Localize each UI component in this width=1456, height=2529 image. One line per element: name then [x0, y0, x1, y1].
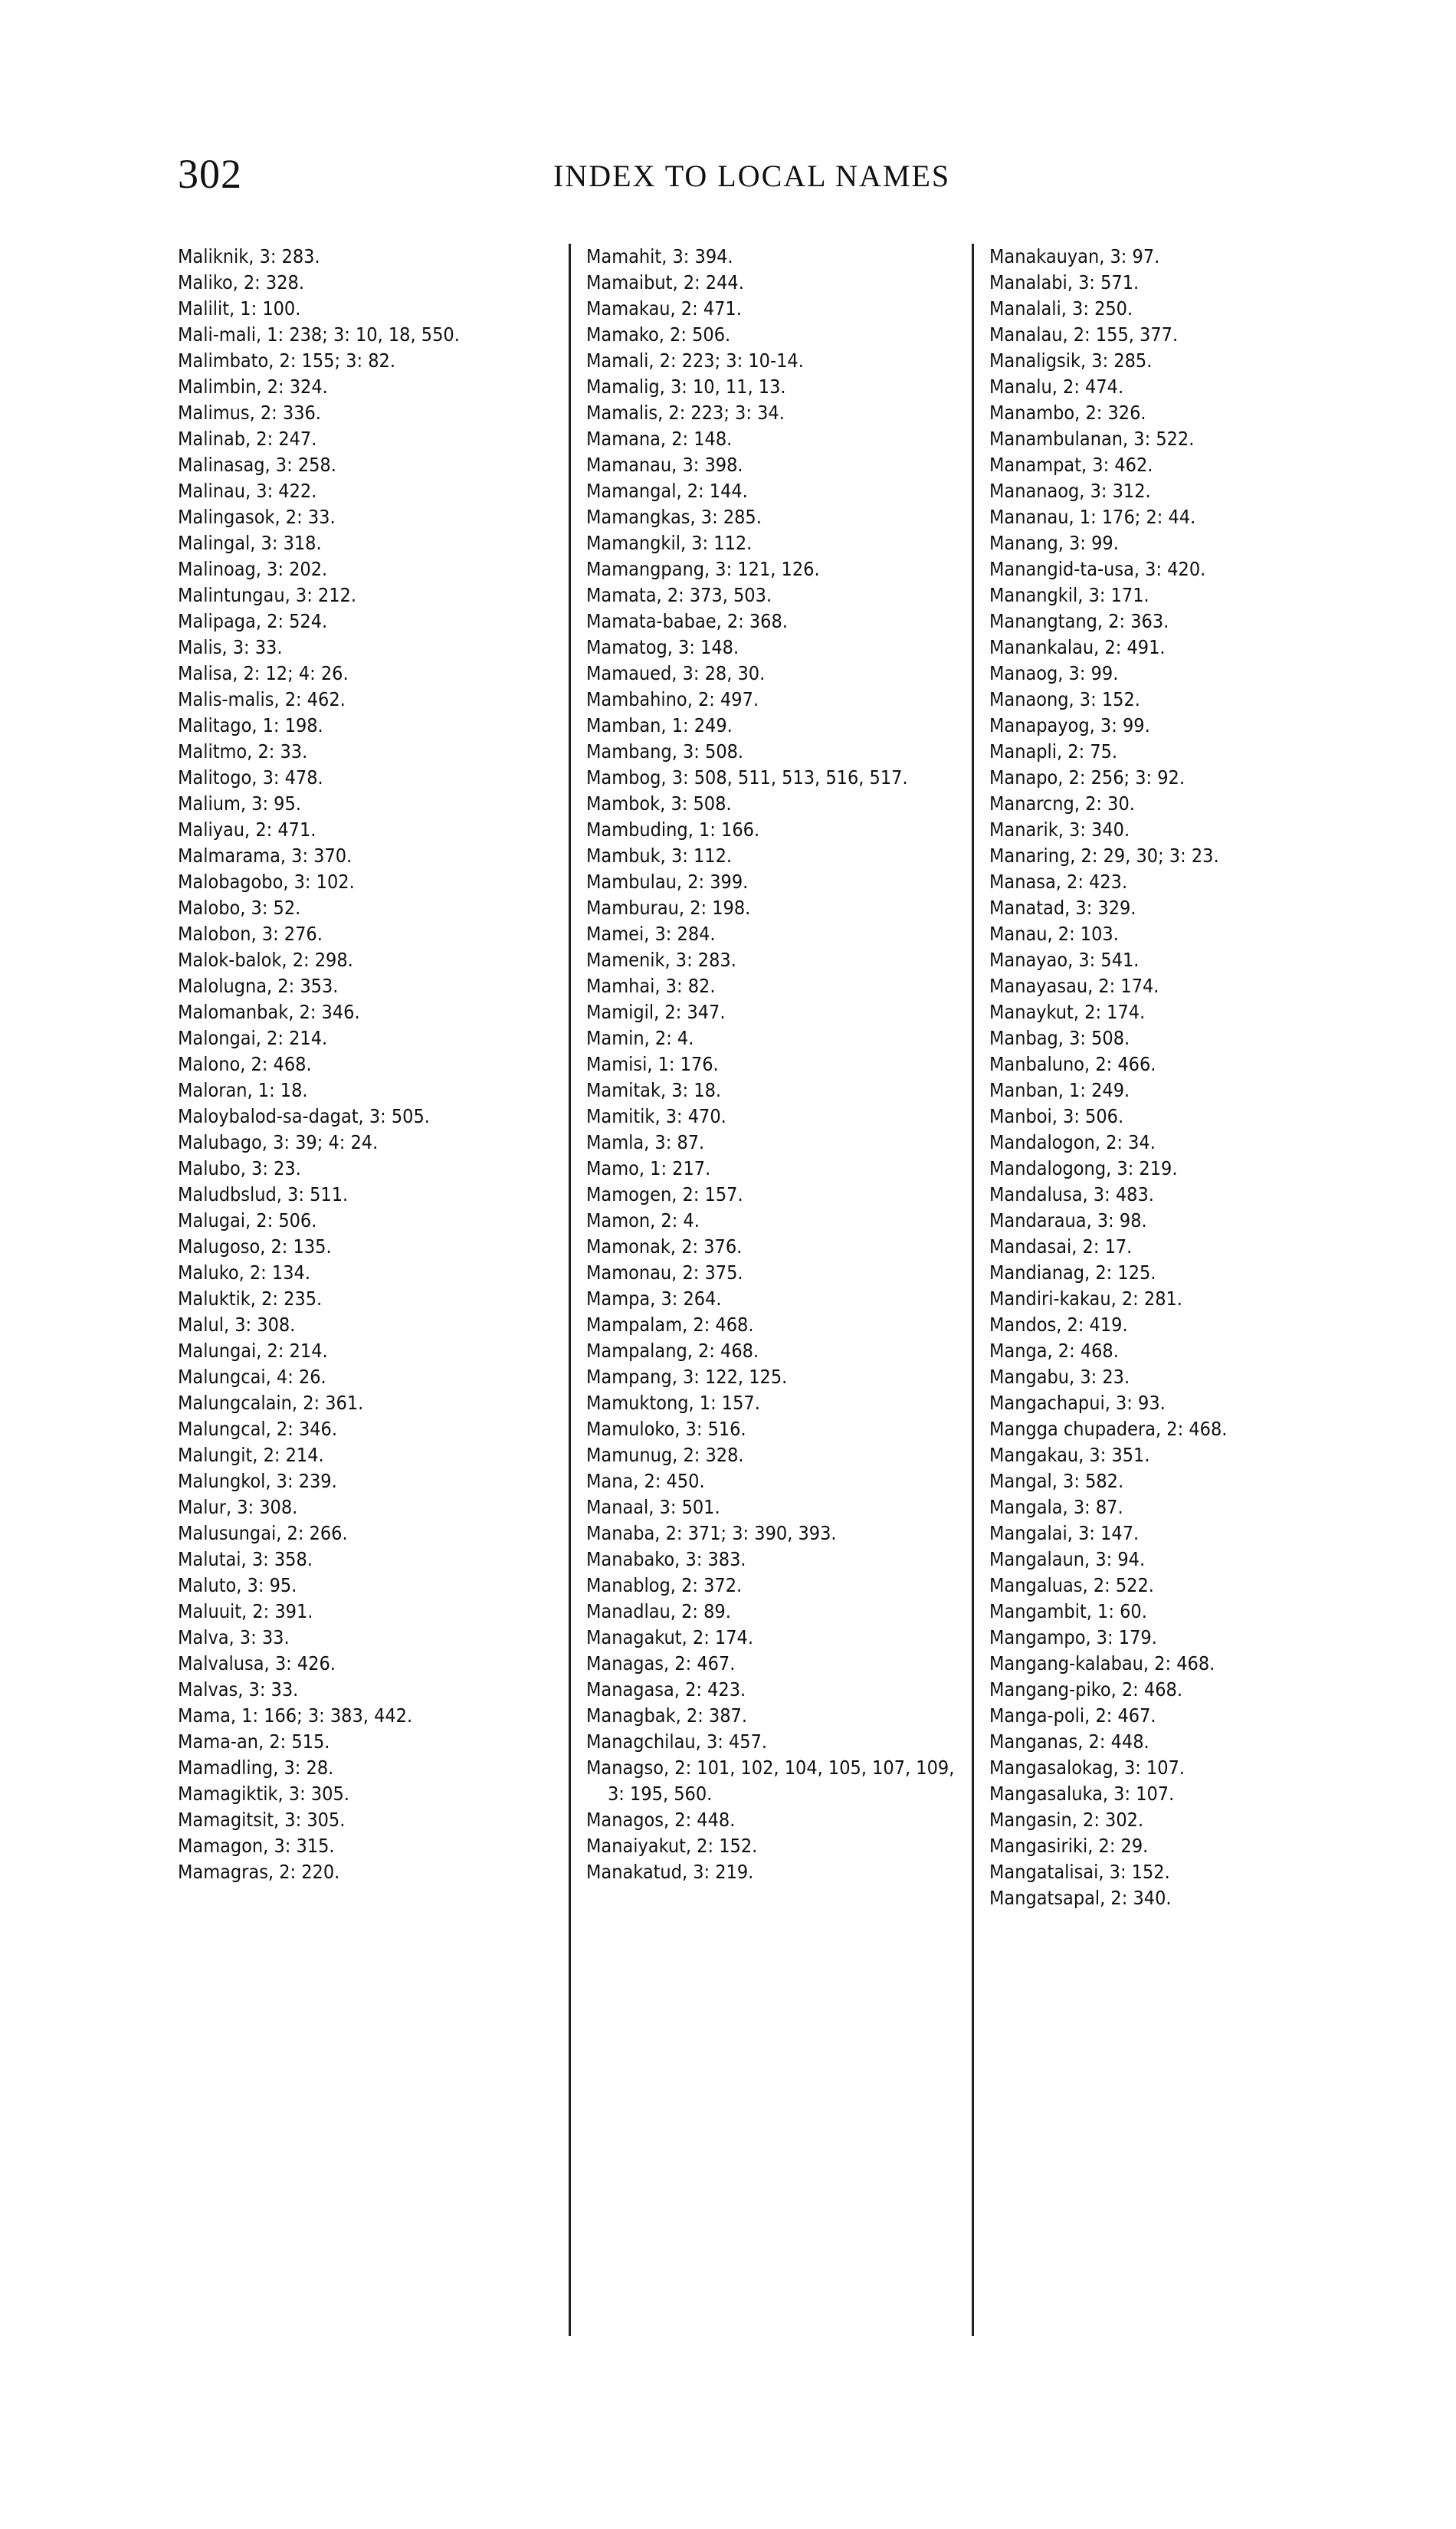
index-entry: Mangang-piko, 2: 468. [989, 1678, 1182, 1701]
index-entry: Malinoag, 3: 202. [178, 558, 328, 580]
index-entry: Malutai, 3: 358. [178, 1548, 313, 1570]
index-entry: Manbag, 3: 508. [989, 1027, 1130, 1049]
index-entry: Manaring, 2: 29, 30; 3: 23. [989, 845, 1219, 867]
index-entry: Malusungai, 2: 266. [178, 1522, 348, 1544]
index-entry: Mampang, 3: 122, 125. [586, 1366, 788, 1388]
index-entry: Mamata-babae, 2: 368. [586, 610, 788, 632]
index-entry: Mamadling, 3: 28. [178, 1757, 334, 1779]
index-entry: Mamagitsit, 3: 305. [178, 1809, 346, 1831]
index-entry: Mamuloko, 3: 516. [586, 1418, 746, 1440]
index-entry: Malva, 3: 33. [178, 1626, 290, 1648]
index-entry: Managso, 2: 101, 102, 104, 105, 107, 109, 3: 195, 560. [586, 1757, 955, 1805]
index-entry: Mamogen, 2: 157. [586, 1183, 743, 1205]
index-entry: Malmarama, 3: 370. [178, 845, 353, 867]
index-entry: Malungcalain, 2: 361. [178, 1392, 364, 1414]
index-entry: Manalau, 2: 155, 377. [989, 323, 1179, 346]
index-entry: Malimbato, 2: 155; 3: 82. [178, 349, 395, 372]
index-entry: Malis, 3: 33. [178, 636, 283, 658]
index-entry: Maliyau, 2: 471. [178, 818, 316, 841]
index-entry: Mamaued, 3: 28, 30. [586, 662, 766, 684]
index-entry: Manaba, 2: 371; 3: 390, 393. [586, 1522, 837, 1544]
index-entry: Mamakau, 2: 471. [586, 297, 742, 320]
index-entry: Malobon, 3: 276. [178, 923, 323, 945]
index-entry: Manakatud, 3: 219. [586, 1861, 754, 1883]
index-entry: Managakut, 2: 174. [586, 1626, 753, 1648]
index-entry: Mangabu, 3: 23. [989, 1366, 1130, 1388]
index-entry: Mamana, 2: 148. [586, 428, 733, 450]
index-entry: Mali-mali, 1: 238; 3: 10, 18, 550. [178, 323, 460, 346]
index-entry: Mambuding, 1: 166. [586, 818, 760, 841]
index-entry: Mangasin, 2: 302. [989, 1809, 1144, 1831]
index-entry: Manga, 2: 468. [989, 1340, 1119, 1362]
index-entry: Mangasalokag, 3: 107. [989, 1757, 1185, 1779]
index-entry: Mangatalisai, 3: 152. [989, 1861, 1170, 1883]
index-entry: Malolugna, 2: 353. [178, 975, 339, 997]
index-entry: Mangambit, 1: 60. [989, 1600, 1147, 1622]
page-number: 302 [178, 151, 242, 197]
index-entry: Mambahino, 2: 497. [586, 688, 759, 710]
index-entry: Mamako, 2: 506. [586, 323, 731, 346]
index-column-3 [972, 244, 1372, 2336]
index-entry: Mandalusa, 3: 483. [989, 1183, 1154, 1205]
index-entry: Malitogo, 3: 478. [178, 766, 323, 789]
index-entry: Mamata, 2: 373, 503. [586, 584, 772, 606]
index-entry: Manampat, 3: 462. [989, 454, 1153, 476]
index-entry: Manboi, 3: 506. [989, 1105, 1124, 1127]
index-entry: Manalali, 3: 250. [989, 297, 1133, 320]
index-entry: Malul, 3: 308. [178, 1314, 296, 1336]
index-entry: Mamangal, 2: 144. [586, 480, 748, 502]
index-entry: Mamei, 3: 284. [586, 923, 716, 945]
index-column-1 [178, 244, 546, 2336]
index-entry: Mambuk, 3: 112. [586, 845, 733, 867]
index-entry: Mamitik, 3: 470. [586, 1105, 726, 1127]
index-entry: Malipaga, 2: 524. [178, 610, 328, 632]
index-entry: Maloran, 1: 18. [178, 1079, 308, 1101]
index-entry: Mamangkas, 3: 285. [586, 506, 762, 528]
index-entry: Mamalig, 3: 10, 11, 13. [586, 376, 786, 398]
index-entry: Malugoso, 2: 135. [178, 1235, 332, 1258]
index-entry: Manangkil, 3: 171. [989, 584, 1149, 606]
index-entry: Mamin, 2: 4. [586, 1027, 694, 1049]
index-entry: Malongai, 2: 214. [178, 1027, 328, 1049]
index-entry: Manabako, 3: 383. [586, 1548, 746, 1570]
index-entry: Mambok, 3: 508. [586, 792, 732, 815]
index-entry: Malungit, 2: 214. [178, 1444, 324, 1466]
index-entry: Mangatsapal, 2: 340. [989, 1887, 1172, 1909]
index-entry: Mamhai, 3: 82. [586, 975, 716, 997]
index-entry: Mamigil, 2: 347. [586, 1001, 726, 1023]
index-entry: Malilit, 1: 100. [178, 297, 301, 320]
index-entry: Managchilau, 3: 457. [586, 1730, 768, 1753]
index-entry: Mamisi, 1: 176. [586, 1053, 719, 1075]
index-entry: Mamanau, 3: 398. [586, 454, 743, 476]
index-entry: Malubago, 3: 39; 4: 24. [178, 1131, 379, 1153]
index-entry: Mamla, 3: 87. [586, 1131, 705, 1153]
index-entry: Mamaibut, 2: 244. [586, 271, 744, 294]
index-entry: Malungai, 2: 214. [178, 1340, 328, 1362]
index-entry: Manalabi, 3: 571. [989, 271, 1140, 294]
index-entry: Mamonak, 2: 376. [586, 1235, 743, 1258]
index-entry: Mangang-kalabau, 2: 468. [989, 1652, 1215, 1675]
index-entry: Managasa, 2: 423. [586, 1678, 746, 1701]
index-entry: Mamenik, 3: 283. [586, 949, 736, 971]
index-entry: Mangasaluka, 3: 107. [989, 1783, 1175, 1805]
index-entry: Managos, 2: 448. [586, 1809, 736, 1831]
index-entry: Mandos, 2: 419. [989, 1314, 1128, 1336]
index-column-2 [569, 244, 969, 2336]
index-entry: Manaong, 3: 152. [989, 688, 1140, 710]
index-entry: Manablog, 2: 372. [586, 1574, 743, 1596]
index-entry: Manalu, 2: 474. [989, 376, 1124, 398]
index-entry: Manambo, 2: 326. [989, 402, 1146, 424]
index-entry: Manau, 2: 103. [989, 923, 1119, 945]
index-entry: Manakauyan, 3: 97. [989, 245, 1160, 267]
index-entry: Manbaluno, 2: 466. [989, 1053, 1156, 1075]
index-entry: Malisa, 2: 12; 4: 26. [178, 662, 349, 684]
index-entry: Maloybalod-sa-dagat, 3: 505. [178, 1105, 430, 1127]
index-entry: Mamo, 1: 217. [586, 1157, 711, 1179]
index-entry: Mamban, 1: 249. [586, 714, 733, 736]
index-entry: Malium, 3: 95. [178, 792, 301, 815]
index-entry: Manambulanan, 3: 522. [989, 428, 1195, 450]
index-entry: Malugai, 2: 506. [178, 1209, 317, 1232]
index-entry: Malur, 3: 308. [178, 1496, 298, 1518]
index-entry: Manankalau, 2: 491. [989, 636, 1166, 658]
index-entry: Mamonau, 2: 375. [586, 1261, 743, 1284]
index-entry: Mandalogon, 2: 34. [989, 1131, 1156, 1153]
index-entry: Mangakau, 3: 351. [989, 1444, 1150, 1466]
index-entry: Mamagon, 3: 315. [178, 1835, 335, 1857]
index-entry: Malono, 2: 468. [178, 1053, 312, 1075]
index-entry: Mamagras, 2: 220. [178, 1861, 340, 1883]
index-entry: Malungcal, 2: 346. [178, 1418, 338, 1440]
index-entry: Maluto, 3: 95. [178, 1574, 297, 1596]
index-entry: Mamahit, 3: 394. [586, 245, 733, 267]
index-entry: Malomanbak, 2: 346. [178, 1001, 360, 1023]
index-entry: Mamunug, 2: 328. [586, 1444, 744, 1466]
index-entry: Mangalaun, 3: 94. [989, 1548, 1146, 1570]
index-entry: Malingal, 3: 318. [178, 532, 322, 554]
index-entry: Manga-poli, 2: 467. [989, 1704, 1156, 1727]
index-entry: Manarik, 3: 340. [989, 818, 1130, 841]
index-entry: Mambang, 3: 508. [586, 740, 744, 763]
entry-list [989, 244, 1372, 1911]
index-entry: Manaal, 3: 501. [586, 1496, 720, 1518]
index-entry: Manaiyakut, 2: 152. [586, 1835, 758, 1857]
index-entry: Malimus, 2: 336. [178, 402, 321, 424]
index-entry: Manasa, 2: 423. [989, 871, 1128, 893]
index-entry: Maliknik, 3: 283. [178, 245, 320, 267]
index-entry: Malubo, 3: 23. [178, 1157, 301, 1179]
index-entry: Mangachapui, 3: 93. [989, 1392, 1166, 1414]
index-entry: Malobagobo, 3: 102. [178, 871, 355, 893]
index-entry: Manayao, 3: 541. [989, 949, 1140, 971]
index-entry: Manapayog, 3: 99. [989, 714, 1150, 736]
index-entry: Malinab, 2: 247. [178, 428, 317, 450]
index-entry: Mamagiktik, 3: 305. [178, 1783, 349, 1805]
index-entry: Mandasai, 2: 17. [989, 1235, 1133, 1258]
index-entry: Mamatog, 3: 148. [586, 636, 739, 658]
index-entry: Manaog, 3: 99. [989, 662, 1119, 684]
index-entry: Mangalai, 3: 147. [989, 1522, 1140, 1544]
index-entry: Manapli, 2: 75. [989, 740, 1118, 763]
index-entry: Manangtang, 2: 363. [989, 610, 1169, 632]
index-entry: Malingasok, 2: 33. [178, 506, 336, 528]
index-entry: Malimbin, 2: 324. [178, 376, 328, 398]
index-entry: Maludbslud, 3: 511. [178, 1183, 349, 1205]
index-entry: Mandaraua, 3: 98. [989, 1209, 1147, 1232]
index-entry: Manban, 1: 249. [989, 1079, 1130, 1101]
index-entry: Mamuktong, 1: 157. [586, 1392, 760, 1414]
index-entry: Manarcng, 2: 30. [989, 792, 1135, 815]
index-entry: Malinasag, 3: 258. [178, 454, 336, 476]
index-entry: Mampalang, 2: 468. [586, 1340, 759, 1362]
index-entry: Maliko, 2: 328. [178, 271, 304, 294]
index-entry: Mamali, 2: 223; 3: 10-14. [586, 349, 804, 372]
index-entry: Mambog, 3: 508, 511, 513, 516, 517. [586, 766, 908, 789]
index-entry: Mangala, 3: 87. [989, 1496, 1123, 1518]
index-entry: Mananau, 1: 176; 2: 44. [989, 506, 1196, 528]
index-entry: Mangaluas, 2: 522. [989, 1574, 1154, 1596]
index-entry: Manadlau, 2: 89. [586, 1600, 731, 1622]
entry-list [586, 244, 969, 1885]
index-entry: Mampalam, 2: 468. [586, 1314, 754, 1336]
running-title: INDEX TO LOCAL NAMES [553, 159, 951, 193]
index-entry: Mananaog, 3: 312. [989, 480, 1151, 502]
index-entry: Manapo, 2: 256; 3: 92. [989, 766, 1185, 789]
index-entry: Manangid-ta-usa, 3: 420. [989, 558, 1206, 580]
index-entry: Maluktik, 2: 235. [178, 1287, 323, 1310]
index-entry: Mangga chupadera, 2: 468. [989, 1418, 1228, 1440]
index-entry: Mamon, 2: 4. [586, 1209, 700, 1232]
index-entry: Malok-balok, 2: 298. [178, 949, 353, 971]
index-entry: Mandianag, 2: 125. [989, 1261, 1156, 1284]
index-entry: Malis-malis, 2: 462. [178, 688, 346, 710]
index-entry: Mamitak, 3: 18. [586, 1079, 722, 1101]
index-entry: Manayasau, 2: 174. [989, 975, 1159, 997]
index-entry: Malitago, 1: 198. [178, 714, 323, 736]
index-entry: Mamangkil, 3: 112. [586, 532, 753, 554]
index-entry: Manganas, 2: 448. [989, 1730, 1149, 1753]
index-entry: Mangal, 3: 582. [989, 1470, 1124, 1492]
index-entry: Mamburau, 2: 198. [586, 897, 751, 919]
index-entry: Malitmo, 2: 33. [178, 740, 308, 763]
index-entry: Malintungau, 3: 212. [178, 584, 356, 606]
index-entry: Mama, 1: 166; 3: 383, 442. [178, 1704, 413, 1727]
index-entry: Manaligsik, 3: 285. [989, 349, 1153, 372]
index-entry: Manatad, 3: 329. [989, 897, 1136, 919]
index-entry: Maluko, 2: 134. [178, 1261, 310, 1284]
index-entry: Mampa, 3: 264. [586, 1287, 722, 1310]
index-entry: Mangasiriki, 2: 29. [989, 1835, 1149, 1857]
index-entry: Malungkol, 3: 239. [178, 1470, 337, 1492]
index-entry: Managbak, 2: 387. [586, 1704, 747, 1727]
entry-list [178, 244, 546, 1885]
index-entry: Manang, 3: 99. [989, 532, 1119, 554]
index-entry: Mana, 2: 450. [586, 1470, 705, 1492]
index-entry: Mambulau, 2: 399. [586, 871, 749, 893]
index-entry: Malobo, 3: 52. [178, 897, 301, 919]
index-entry: Malungcai, 4: 26. [178, 1366, 326, 1388]
index-entry: Mamangpang, 3: 121, 126. [586, 558, 820, 580]
index-entry: Malinau, 3: 422. [178, 480, 317, 502]
index-entry: Mamalis, 2: 223; 3: 34. [586, 402, 785, 424]
index-entry: Malvas, 3: 33. [178, 1678, 299, 1701]
index-entry: Malvalusa, 3: 426. [178, 1652, 336, 1675]
index-entry: Managas, 2: 467. [586, 1652, 736, 1675]
index-entry: Mandalogong, 3: 219. [989, 1157, 1178, 1179]
index-entry: Manaykut, 2: 174. [989, 1001, 1146, 1023]
index-entry: Maluuit, 2: 391. [178, 1600, 313, 1622]
index-entry: Mama-an, 2: 515. [178, 1730, 330, 1753]
index-entry: Mandiri-kakau, 2: 281. [989, 1287, 1182, 1310]
index-entry: Mangampo, 3: 179. [989, 1626, 1157, 1648]
